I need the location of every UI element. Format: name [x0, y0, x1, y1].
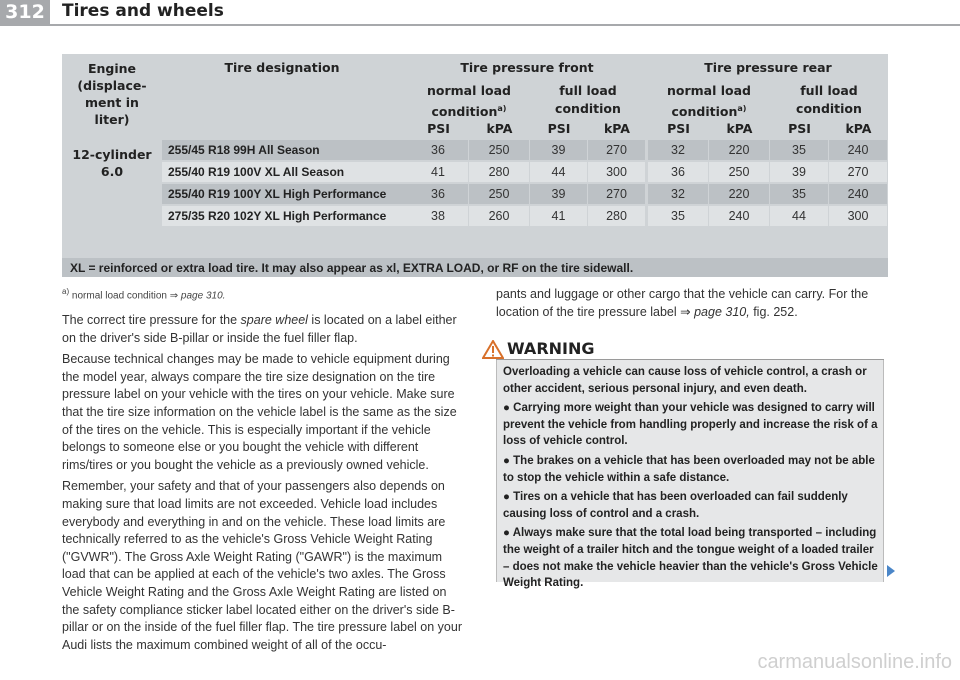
front-normal-header: [408, 82, 530, 121]
pressure-cell: 250: [709, 162, 769, 182]
pressure-cell: 36: [408, 184, 468, 204]
pressure-cell: 280: [588, 206, 645, 226]
page-number: 312: [0, 0, 50, 24]
pressure-cell: 41: [408, 162, 468, 182]
unit-header-kpa: kPA: [486, 121, 513, 136]
watermark: carmanualsonline.info: [757, 651, 952, 673]
pressure-cell: 39: [530, 184, 587, 204]
footnote-text: normal load condition: [71, 290, 167, 302]
tire-designation-cell: 255/40 R19 100V XL All Season: [162, 162, 408, 182]
front-full-header: [530, 82, 646, 118]
pressure-cell: 44: [770, 206, 828, 226]
pressure-cell: 35: [770, 140, 828, 160]
footnote-marker: a): [497, 104, 507, 113]
engine-value-line: 12-cylinder: [72, 147, 152, 162]
warning-bullet: ● Always make sure that the total load being transported – including the weight of a trailer hitch and the tongue weight of a loaded trailer – does not make the vehicle heavier than the vehicle's Gross Vehicle Weight Rating.: [503, 527, 878, 590]
full-load-line: full load: [800, 83, 858, 98]
unit-header-kpa: kPA: [603, 121, 630, 136]
tire-designation-cell: 255/40 R19 100Y XL High Performance: [162, 184, 408, 204]
rear-full-header: [770, 82, 888, 118]
pressure-cell: 300: [588, 162, 645, 182]
unit-header-psi: PSI: [547, 121, 571, 136]
arrow-icon: ⇒: [680, 304, 691, 319]
xl-note: XL = reinforced or extra load tire. It may also appear as xl, EXTRA LOAD, or RF on the tire sidewall.: [70, 261, 634, 275]
normal-load-line: normal load: [666, 83, 751, 98]
tire-pressure-table: [62, 54, 888, 277]
pressure-cell: 240: [829, 184, 887, 204]
pressure-cell: 35: [648, 206, 708, 226]
engine-header: [62, 60, 162, 128]
warning-bullet: ● The brakes on a vehicle that has been overloaded may not be able to stop the vehicle within a safe distance.: [503, 454, 875, 484]
continue-arrow-icon[interactable]: [887, 565, 895, 577]
rear-normal-header: [648, 82, 770, 121]
normal-load-line: condition: [431, 104, 498, 120]
engine-value-line: 6.0: [100, 164, 124, 179]
pressure-cell: 300: [829, 206, 887, 226]
paragraph: Because technical changes may be made to vehicle equipment during the model year, always compare the tire size designation on the tire pressure label on your vehicle with the tires on your vehicle. Make sure that the tire size information on the vehicle label is the same as the size of the tires on the vehicle. This is especially important if the vehicle belongs to someone else or you bought the vehicle with different rims/tires or you bought the vehicle as a previously owned vehicle.: [62, 352, 457, 472]
paragraph: [62, 312, 462, 347]
text: fig. 252.: [749, 304, 798, 319]
unit-header-psi: PSI: [788, 121, 811, 136]
tire-designation-header: Tire designation: [224, 60, 340, 75]
paragraph: Remember, your safety and that of your passengers also depends on making sure that load limits are not exceeded. Vehicle load includes everybody and everything in and on the vehicle. These load limits are technically referred to as the vehicle's Gross Vehicle Weight Rating ("GVWR"). The Gross Axle Weight Rating ("GAWR") is the maximum load that can be applied at each of the vehicle's two axles. The Gross Vehicle Weight Rating and the Gross Axle Weight Rating are listed on the safety compliance sticker label located either on the driver's side B-pillar or on the inside of the fuel filler flap. The tire pressure label on your Audi lists the maximum combined weight of all of the occu-: [62, 479, 462, 652]
front-pressure-header: Tire pressure front: [460, 60, 594, 75]
pressure-cell: 39: [770, 162, 828, 182]
normal-load-line: condition: [671, 104, 738, 120]
footnote-marker: a): [62, 287, 70, 296]
pressure-cell: 220: [709, 140, 769, 160]
unit-header-psi: PSI: [427, 121, 450, 136]
unit-header-kpa: kPA: [726, 121, 753, 136]
engine-header-line: Engine: [87, 61, 137, 76]
arrow-icon: ⇒: [169, 290, 179, 302]
pressure-cell: 280: [469, 162, 529, 182]
left-column: [62, 312, 462, 658]
bullet-text: The brakes on a vehicle that has been overloaded may not be able to stop the vehicle within a safe distance.: [503, 454, 875, 484]
warning-icon: [482, 340, 504, 359]
bullet-text: Carrying more weight than your vehicle was designed to carry will prevent the vehicle from handling properly and increase the risk of a loss of vehicle control.: [503, 402, 878, 448]
pressure-cell: 250: [469, 184, 529, 204]
footnote-marker: a): [737, 104, 747, 113]
text: pants and luggage or other cargo that the vehicle can carry. For the location of the tire pressure label: [496, 287, 869, 319]
pressure-cell: 38: [408, 206, 468, 226]
unit-header-kpa: kPA: [845, 121, 872, 136]
emphasis: spare wheel: [240, 313, 308, 327]
right-column: [496, 286, 888, 325]
warning-intro: Overloading a vehicle can cause loss of vehicle control, a crash or other accident, serious personal injury, and even death.: [503, 366, 867, 395]
pressure-cell: 32: [648, 184, 708, 204]
pressure-cell: 220: [709, 184, 769, 204]
engine-header-line: (displace-: [77, 78, 147, 93]
pressure-cell: 260: [469, 206, 529, 226]
tire-designation-cell: 275/35 R20 102Y XL High Performance: [162, 206, 408, 226]
warning-bullet: ● Carrying more weight than your vehicle was designed to carry will prevent the vehicle from handling properly and increase the risk of a loss of vehicle control.: [503, 402, 878, 448]
warning-bullet: ● Tires on a vehicle that has been overloaded can fail suddenly causing loss of control and a crash.: [503, 491, 848, 520]
text: The correct tire pressure for the: [62, 313, 241, 327]
chapter-title: Tires and wheels: [62, 1, 224, 21]
rear-pressure-header: Tire pressure rear: [704, 60, 832, 75]
pressure-cell: 39: [530, 140, 587, 160]
engine-value: [62, 146, 162, 180]
pressure-cell: 240: [709, 206, 769, 226]
engine-header-line: liter): [94, 112, 130, 127]
paragraph: [496, 286, 888, 321]
full-load-line: condition: [555, 101, 621, 116]
full-load-line: full load: [559, 83, 617, 98]
bullet-text: Tires on a vehicle that has been overloaded can fail suddenly causing loss of control and a crash.: [503, 491, 848, 520]
pressure-cell: 270: [588, 140, 645, 160]
normal-load-line: normal load: [426, 83, 511, 98]
pressure-cell: 250: [469, 140, 529, 160]
engine-header-line: ment in: [85, 95, 139, 110]
warning-title: WARNING: [507, 339, 595, 358]
tire-designation-cell: 255/45 R18 99H All Season: [162, 140, 408, 160]
page-reference-link[interactable]: page 310,: [694, 304, 750, 319]
pressure-cell: 36: [648, 162, 708, 182]
warning-text: [503, 364, 879, 595]
full-load-line: condition: [796, 101, 862, 116]
pressure-cell: 270: [829, 162, 887, 182]
page-reference-link[interactable]: page 310.: [180, 290, 226, 302]
pressure-cell: 36: [408, 140, 468, 160]
unit-header-psi: PSI: [667, 121, 690, 136]
footnote: [62, 287, 225, 301]
pressure-cell: 44: [530, 162, 587, 182]
pressure-cell: 35: [770, 184, 828, 204]
text: is located on a label either on the driver's side B-pillar or inside the fuel filler flap.: [62, 313, 457, 345]
header-rule: [0, 24, 960, 26]
pressure-cell: 270: [588, 184, 645, 204]
pressure-cell: 240: [829, 140, 887, 160]
pressure-cell: 32: [648, 140, 708, 160]
pressure-cell: 41: [530, 206, 587, 226]
bullet-text: Always make sure that the total load being transported – including the weight of a trailer hitch and the tongue weight of a loaded trailer – does not make the vehicle heavier than the vehicle's Gross Vehicle Weight Rating.: [503, 527, 878, 590]
